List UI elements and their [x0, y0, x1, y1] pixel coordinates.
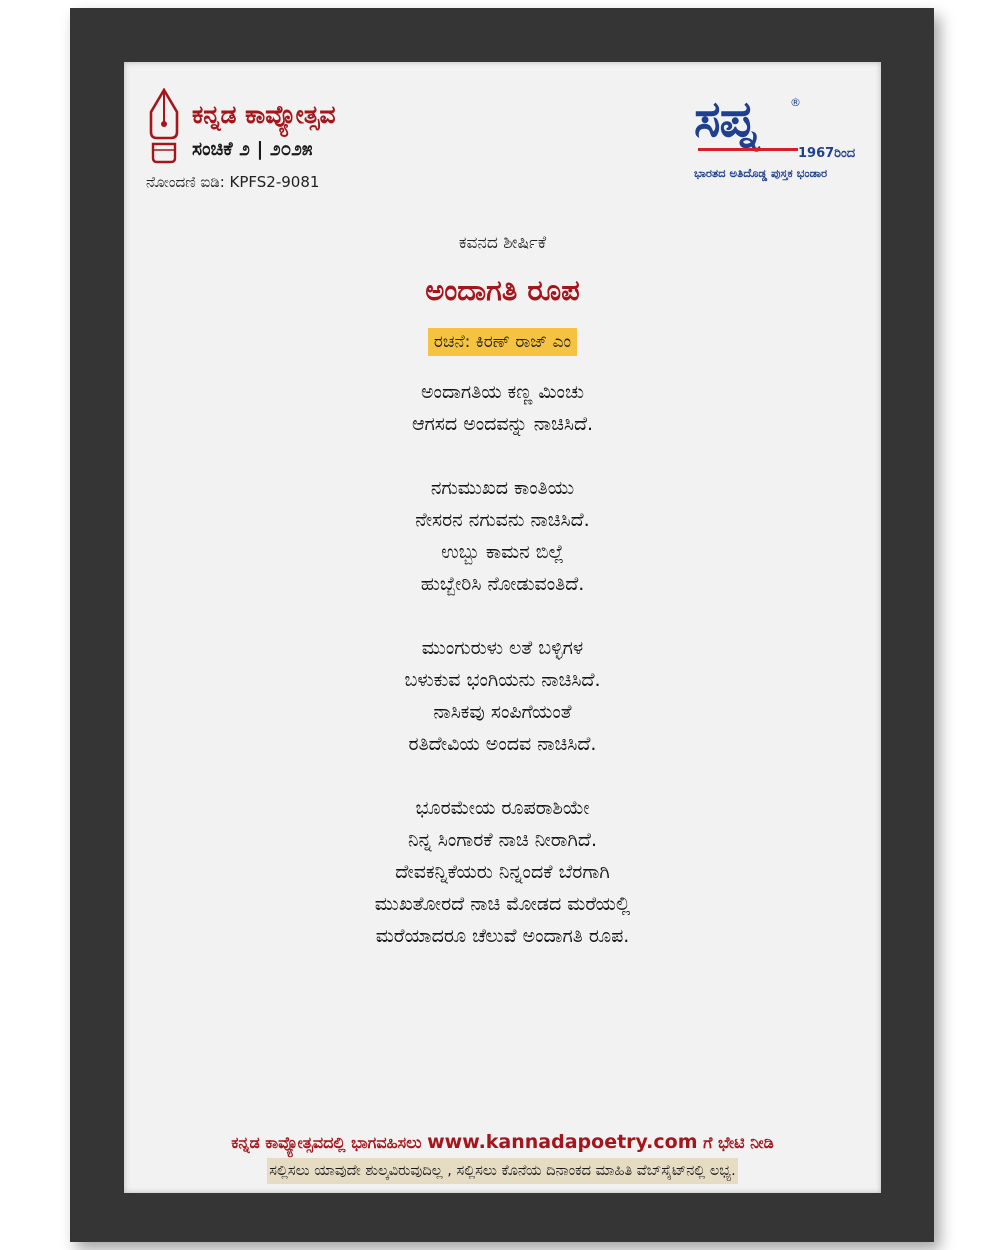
- fountain-pen-nib-icon: [144, 88, 184, 164]
- poem-line: ಮುಖತೋರದೆ ನಾಚಿ ಮೋಡದ ಮರೆಯಲ್ಲಿ: [374, 893, 631, 915]
- poem-line: ನೇಸರನ ನಗುವನು ನಾಚಿಸಿದೆ.: [415, 509, 590, 531]
- stanza: [124, 376, 881, 440]
- poem-line: ದೇವಕನ್ನಿಕೆಯರು ನಿನ್ನಂದಕೆ ಬೆರಗಾಗಿ: [395, 861, 610, 883]
- poem-line: ಉಬ್ಬು ಕಾಮನ ಬಿಲ್ಲೆ: [441, 541, 564, 563]
- invite-prefix: ಕನ್ನಡ ಕಾವ್ಯೋತ್ಸವದಲ್ಲಿ ಭಾಗವಹಿಸಲು: [231, 1133, 422, 1152]
- footer-note: ಸಲ್ಲಿಸಲು ಯಾವುದೇ ಶುಲ್ಕವಿರುವುದಿಲ್ಲ , ಸಲ್ಲಿಸಲು ಕೊನೆಯ ದಿನಾಂಕದ ಮಾಹಿತಿ ವೆಬ್‌ಸೈಟ್‌ನಲ್ಲಿ ಲಭ್ಯ.: [267, 1158, 738, 1184]
- registration-id: ನೋಂದಣಿ ಐಡಿ: KPFS2-9081: [146, 173, 320, 191]
- poem-line: ಆಗಸದ ಅಂದವನ್ನು ನಾಚಿಸಿದೆ.: [411, 413, 594, 435]
- poem-line: ನಾಸಿಕವು ಸಂಪಿಗೆಯಂತೆ: [433, 701, 572, 723]
- poem-line: ಮುಂಗುರುಳು ಲತೆ ಬಳ್ಳಿಗಳ: [421, 637, 584, 659]
- poster-page: [124, 62, 881, 1193]
- website-link[interactable]: www.kannadapoetry.com: [427, 1131, 698, 1153]
- poem-line: ಹುಬ್ಬೇರಿಸಿ ನೋಡುವಂತಿದೆ.: [420, 573, 585, 595]
- poem-line: ಮರೆಯಾದರೂ ಚೆಲುವೆ ಅಂದಾಗತಿ ರೂಪ.: [375, 925, 630, 947]
- festival-title: ಕನ್ನಡ ಕಾವ್ಯೋತ್ಸವ: [192, 100, 336, 129]
- poem-author: ರಚನೆ: ಕಿರಣ್ ರಾಜ್ ಎಂ: [428, 328, 577, 356]
- poem-line: ರತಿದೇವಿಯ ಅಂದವ ನಾಚಿಸಿದೆ.: [408, 733, 597, 755]
- poem-body: [124, 376, 881, 952]
- since-year: 1967ರಿಂದ: [798, 146, 856, 161]
- stanza: [124, 792, 881, 952]
- poem-title-label: ಕವನದ ಶೀರ್ಷಿಕೆ: [458, 233, 547, 253]
- poem-line: ಭೂರಮೇಯ ರೂಪರಾಶಿಯೇ: [415, 797, 590, 819]
- sponsor-tagline: ಭಾರತದ ಅತಿದೊಡ್ಡ ಪುಸ್ತಕ ಭಂಡಾರ: [694, 166, 828, 180]
- footer: [124, 1128, 881, 1184]
- stanza: [124, 472, 881, 600]
- sapna-wordmark: ಸಪ್ನ: [694, 90, 758, 148]
- stanza: [124, 632, 881, 760]
- invite-suffix: ಗೆ ಭೇಟಿ ನೀಡಿ: [703, 1133, 774, 1152]
- logo-underline: [698, 148, 798, 151]
- poem-title: ಅಂದಾಗತಿ ರೂಪ: [425, 273, 580, 307]
- registered-mark: ®: [790, 96, 801, 109]
- poem-section: [124, 230, 881, 984]
- poem-line: ಬಳುಕುವ ಭಂಗಿಯನು ನಾಚಿಸಿದೆ.: [404, 669, 601, 691]
- festival-issue: ಸಂಚಿಕೆ ೨ | ೨೦೨೫: [192, 138, 313, 160]
- poem-line: ನಿನ್ನ ಸಿಂಗಾರಕೆ ನಾಚಿ ನೀರಾಗಿದೆ.: [408, 829, 597, 851]
- poem-line: ಅಂದಾಗತಿಯ ಕಣ್ಣ ಮಿಂಚು: [421, 381, 584, 403]
- poem-line: ನಗುಮುಖದ ಕಾಂತಿಯು: [430, 477, 575, 499]
- footer-invite: [124, 1128, 881, 1156]
- sapna-logo: [692, 90, 868, 186]
